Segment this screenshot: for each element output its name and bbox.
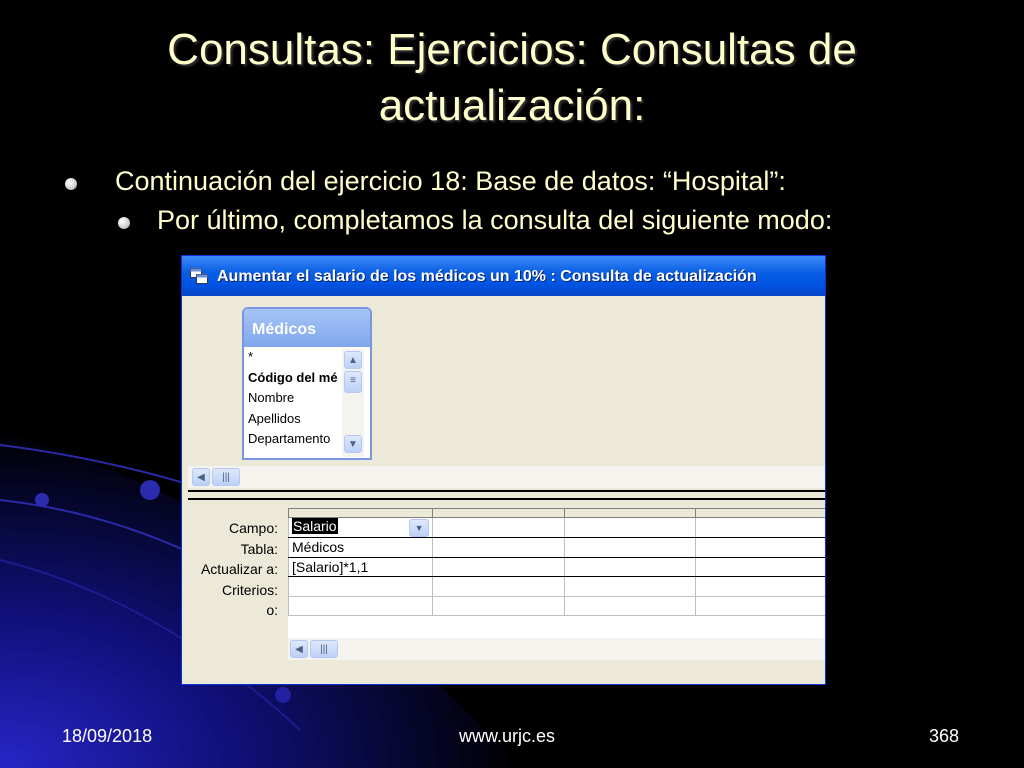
bullet-dot-icon <box>118 217 130 229</box>
footer-url: www.urjc.es <box>459 726 556 746</box>
row-label-tabla: Tabla: <box>240 540 278 557</box>
field-item[interactable]: Departamento <box>248 431 331 446</box>
row-labels <box>192 518 278 621</box>
grid-cell[interactable] <box>564 538 696 558</box>
grid-cell-tabla[interactable] <box>289 538 433 558</box>
grid-cell-o[interactable] <box>289 596 433 616</box>
grid-cell[interactable] <box>696 557 826 577</box>
scroll-thumb[interactable]: ||| <box>310 640 338 658</box>
table-name: Médicos <box>252 321 317 338</box>
grid-cell[interactable] <box>696 577 826 597</box>
row-label-o: o: <box>266 602 278 618</box>
grid-cell[interactable] <box>696 518 826 538</box>
grid-cell[interactable] <box>564 596 696 616</box>
query-icon <box>190 268 208 284</box>
field-item[interactable]: * <box>248 349 254 364</box>
grid-hscrollbar[interactable] <box>288 638 826 660</box>
tabla-value: Médicos <box>292 539 345 556</box>
bullet-text: Por último, completamos la consulta del siguiente modo: <box>157 205 833 235</box>
column-selector[interactable] <box>564 509 696 518</box>
footer-date: 18/09/2018 <box>62 726 153 746</box>
grid-cell-criterios[interactable] <box>289 577 433 597</box>
grid-cell[interactable] <box>696 596 826 616</box>
grid-cell[interactable] <box>696 538 826 558</box>
grid-cell-actualizar[interactable] <box>289 557 433 577</box>
scroll-thumb[interactable]: ||| <box>212 468 240 486</box>
grid-cell[interactable] <box>564 577 696 597</box>
grid-cell[interactable] <box>433 577 565 597</box>
column-selector[interactable] <box>433 509 565 518</box>
grid-cell[interactable] <box>433 538 565 558</box>
actualizar-value: [Salario]*1,1 <box>292 558 369 575</box>
field-list-scrollbar[interactable] <box>342 349 364 457</box>
row-label-actualizar: Actualizar a: <box>200 561 278 577</box>
field-item[interactable]: Apellidos <box>248 410 301 426</box>
scroll-left-icon[interactable]: ◀ <box>192 468 210 486</box>
grid-cell[interactable] <box>564 557 696 577</box>
grid-cell[interactable] <box>433 596 565 616</box>
field-item[interactable]: Nombre <box>248 390 295 405</box>
column-selector[interactable] <box>696 509 826 518</box>
scroll-down-icon[interactable]: ▼ <box>344 435 362 453</box>
scroll-left-icon[interactable]: ◀ <box>290 640 308 658</box>
column-selector[interactable] <box>289 509 433 518</box>
row-label-campo: Campo: <box>228 520 278 536</box>
query-design-window <box>181 255 826 685</box>
campo-value: Salario <box>293 518 337 534</box>
grid-cell-campo[interactable] <box>289 518 433 538</box>
table-field-list[interactable] <box>242 307 372 460</box>
bullet-dot-icon <box>65 178 77 190</box>
bullet-text: Continuación del ejercicio 18: Base de datos: “Hospital”: <box>115 166 786 196</box>
window-title: Aumentar el salario de los médicos un 10% : Consulta de actualización <box>217 268 757 285</box>
field-item[interactable]: Código del mé <box>248 369 338 385</box>
grid-cell[interactable] <box>433 557 565 577</box>
scroll-up-icon[interactable]: ▲ <box>344 351 362 369</box>
slide-title: Consultas: Ejercicios: Consultas de actualización: <box>167 25 857 130</box>
design-grid <box>288 508 826 638</box>
row-label-criterios: Criterios: <box>221 581 278 598</box>
footer-page-number: 368 <box>929 726 960 746</box>
table-header[interactable] <box>244 309 370 347</box>
pane-splitter[interactable] <box>188 490 826 500</box>
chevron-down-icon[interactable]: ▼ <box>409 519 429 537</box>
grid-cell[interactable] <box>564 518 696 538</box>
grid-cell[interactable] <box>433 518 565 538</box>
field-list <box>248 347 340 455</box>
scroll-thumb[interactable]: ≡ <box>344 371 362 393</box>
window-titlebar[interactable] <box>182 256 825 296</box>
table-pane-hscrollbar[interactable] <box>188 466 826 488</box>
